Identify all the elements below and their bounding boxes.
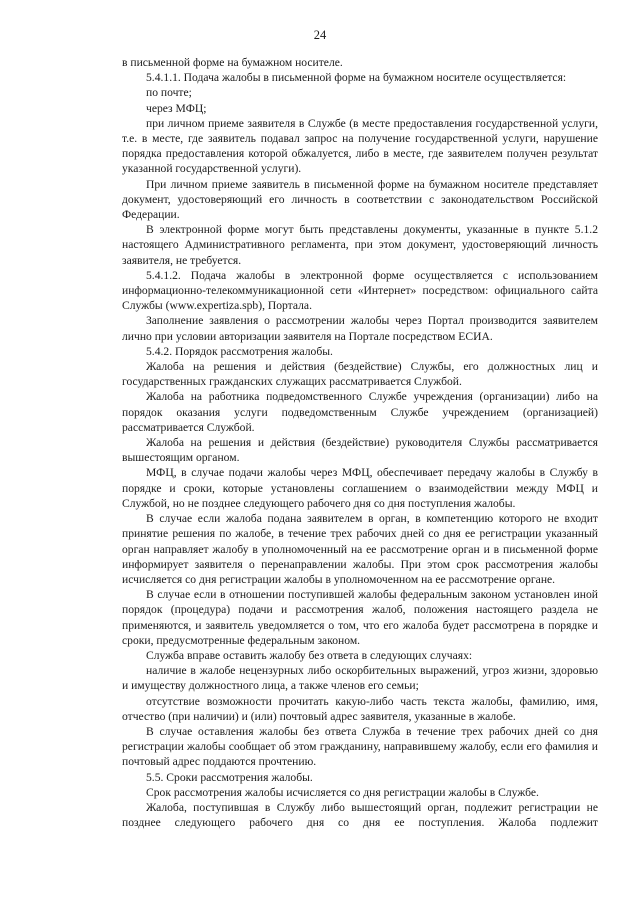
paragraph: В случае если в отношении поступившей жалобы федеральным законом установлен иной порядок (процедура) подачи и рассмотрения жалоб, положения настоящего раздела не применяются, и заявитель уведомляется о том, что его жалоба будет рассмотрена в порядке и сроки, предусмотренные федеральным законом. [122, 588, 598, 647]
paragraph: Жалоба, поступившая в Службу либо вышестоящий орган, подлежит регистрации не позднее следующего рабочего дня со дня ее поступления. Жалоба подлежит [122, 800, 598, 830]
paragraph: Срок рассмотрения жалобы исчисляется со дня регистрации жалобы в Службе. [146, 785, 539, 799]
paragraph: в письменной форме на бумажном носителе. [122, 56, 343, 69]
paragraph: 5.5. Сроки рассмотрения жалобы. [146, 770, 313, 784]
paragraph: по почте; [146, 86, 192, 100]
paragraph: В электронной форме могут быть представлены документы, указанные в пункте 5.1.2 настоящего Административного регламента, при этом документ, удостоверяющий личность заявителя, не требуется. [122, 223, 598, 267]
paragraph: В случае если жалоба подана заявителем в орган, в компетенцию которого не входит принятие решения по жалобе, в течение трех рабочих дней со дня ее регистрации указанный орган направляет жалобу в уполномоченный на ее рассмотрение орган и в письменной форме информирует заявителя о перенаправлении жалобы. При этом срок рассмотрения жалобы исчисляется со дня регистрации жалобы в уполномоченном на ее рассмотрение органе. [122, 512, 598, 586]
paragraph: При личном приеме заявитель в письменной форме на бумажном носителе представляет документ, удостоверяющий его личность в соответствии с законодательством Российской Федерации. [122, 177, 598, 222]
paragraph: В случае оставления жалобы без ответа Служба в течение трех рабочих дней со дня регистрации жалобы сообщает об этом гражданину, направившему жалобу, если его фамилия и почтовый адрес поддаются прочтению. [122, 724, 598, 769]
paragraph: Жалоба на решения и действия (бездействие) руководителя Службы рассматривается вышестоящим органом. [122, 436, 598, 465]
paragraph: через МФЦ; [146, 101, 207, 115]
paragraph: 5.4.1.1. Подача жалобы в письменной форме на бумажном носителе осуществляется: [146, 71, 567, 85]
paragraph: Служба вправе оставить жалобу без ответа в следующих случаях: [146, 648, 473, 662]
paragraph: наличие в жалобе нецензурных либо оскорбительных выражений, угроз жизни, здоровью и имуществу должностного лица, а также членов его семьи; [122, 664, 598, 693]
page-body [122, 55, 598, 830]
paragraph: отсутствие возможности прочитать какую-либо часть текста жалобы, фамилию, имя, отчество (при наличии) и (или) почтовый адрес заявителя, указанные в жалобе. [122, 694, 598, 723]
paragraph: Жалоба на работника подведомственного Службе учреждения (организации) либо на порядок оказания услуги подведомственным Службе учреждением (организацией) рассматривается Службой. [122, 390, 598, 434]
paragraph: 5.4.2. Порядок рассмотрения жалобы. [146, 344, 333, 358]
paragraph: 5.4.1.2. Подача жалобы в электронной форме осуществляется с использованием информационно-телекоммуникационной сети «Интернет» посредством: официального сайта Службы (www.expertiza.spb), Портала. [122, 268, 598, 313]
paragraph: Жалоба на решения и действия (бездействие) Службы, его должностных лиц и государственных гражданских служащих рассматривается Службой. [122, 360, 598, 389]
paragraph: при личном приеме заявителя в Службе (в месте предоставления государственной услуги, т.е. в месте, где заявитель подавал запрос на получение государственной услуги, нарушение порядка предоставления которой обжалуется, либо в месте, где заявителем получен результат указанной государственной услуги). [122, 116, 598, 176]
page-number: 24 [313, 28, 327, 42]
paragraph: Заполнение заявления о рассмотрении жалобы через Портал производится заявителем лично при условии авторизации заявителя на Портале посредством ЕСИА. [122, 314, 598, 343]
paragraph: МФЦ, в случае подачи жалобы через МФЦ, обеспечивает передачу жалобы в Службу в порядке и сроки, которые установлены соглашением о взаимодействии между МФЦ и Службой, но не позднее следующего рабочего дня со дня поступления жалобы. [122, 466, 598, 510]
